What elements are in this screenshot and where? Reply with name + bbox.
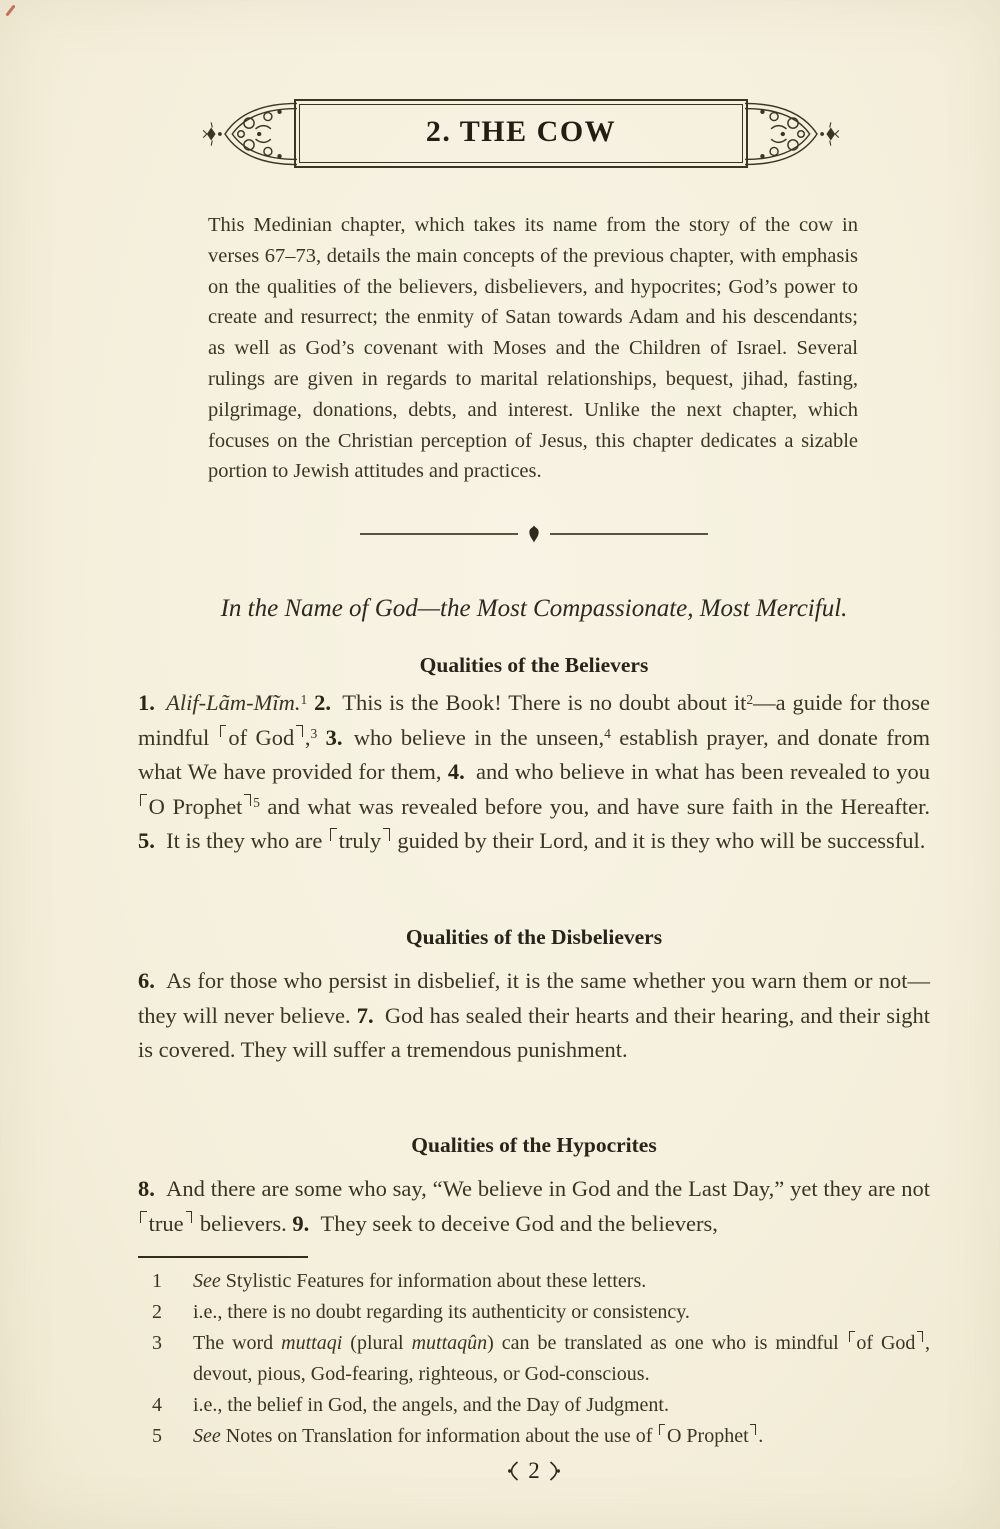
footnote-number: 3: [152, 1331, 162, 1354]
section-heading-believers: Qualities of the Believers: [419, 653, 649, 677]
page-number-bracket-left-icon: [508, 1460, 519, 1482]
footnote-row: [138, 1266, 930, 1297]
chapter-title-inner-frame: [299, 104, 743, 163]
footnote-number: 5: [152, 1424, 162, 1447]
chapter-title: 2. THE COW: [425, 115, 617, 148]
footnote-row: [138, 1421, 930, 1452]
divider-line-left: [360, 533, 518, 535]
page-number-bracket-right-icon: [549, 1460, 560, 1482]
scan-artifact-mark: [5, 4, 15, 16]
footnote-text: See Notes on Translation for information about the use of O Prophet .: [193, 1424, 764, 1447]
verses-believers: 1. Alif-Lãm-Mĩm.$^1$ 2. This is the Book! There is no doubt about $it^2—a$ guide for those mindful of God ,$^3$ 3. who believe in the unseen,$^4$ establish prayer, and donate from what We have provided for them, 4. and who believe in what has been revealed to you O Prophet $^5$ and what was revealed before you, and have sure faith in the Hereafter. 5. It is they who are truly guided by their Lord, and it is they who will be successful.: [138, 690, 931, 854]
page-number-value: 2: [528, 1458, 540, 1483]
chapter-banner: [201, 99, 841, 168]
verses-hypocrites: 8. And there are some who say, “We believe in God and the Last Day,” yet they are not true believers. 9. They seek to deceive God and the believers,: [138, 1176, 930, 1236]
footnote-row: [138, 1297, 930, 1328]
divider-shield-icon: [527, 524, 541, 544]
page-number: [138, 1458, 930, 1484]
bismillah-line: In the Name of God—the Most Compassionate, Most Merciful.: [220, 595, 848, 622]
footnote-text: i.e., there is no doubt regarding its authenticity or consistency.: [193, 1300, 690, 1323]
banner-floral-ornament-right-icon: [745, 101, 841, 167]
chapter-title-box: [294, 99, 748, 168]
section-divider: [138, 524, 930, 544]
divider-line-right: [550, 533, 708, 535]
verses-disbelievers: 6. As for those who persist in disbelief, it is the same whether you warn them or not—they will never believe. 7. God has sealed their hearts and their hearing, and their sight is covered. They will suffer a tremendous punishment.: [138, 968, 930, 1063]
footnote-number: 2: [152, 1300, 162, 1323]
footnote-number: 4: [152, 1393, 162, 1416]
page-content: [138, 0, 930, 1529]
footnote-separator-rule: [138, 1256, 308, 1258]
footnote-row: [138, 1328, 930, 1390]
banner-floral-ornament-left-icon: [201, 101, 297, 167]
footnotes-block: [138, 1266, 930, 1451]
chapter-intro-paragraph: This Medinian chapter, which takes its name from the story of the cow in verses 67–73, details the main concepts of the previous chapter, with emphasis on the qualities of the believers, disbelievers, and hypocrites; God’s power to create and resurrect; the enmity of Satan towards Adam and his descendants; as well as God’s covenant with Moses and the Children of Israel. Several rulings are given in regards to marital relationships, bequest, jihad, fasting, pilgrimage, donations, debts, and interest. Unlike the next chapter, which focuses on the Christian perception of Jesus, this chapter dedicates a sizable portion to Jewish attitudes and practices.: [208, 214, 858, 483]
section-heading-hypocrites: Qualities of the Hypocrites: [411, 1133, 657, 1157]
footnote-row: [138, 1390, 930, 1421]
footnote-text: See Stylistic Features for information about these letters.: [193, 1270, 647, 1292]
footnote-text: i.e., the belief in God, the angels, and the Day of Judgment.: [193, 1393, 669, 1416]
section-heading-disbelievers: Qualities of the Disbelievers: [405, 925, 663, 949]
footnote-number: 1: [152, 1270, 162, 1292]
footnote-text: The word muttaqi (plural muttaqûn) can be translated as one who is mindful of God , devout, pious, God-fearing, righteous, or God-conscious.: [193, 1331, 931, 1385]
